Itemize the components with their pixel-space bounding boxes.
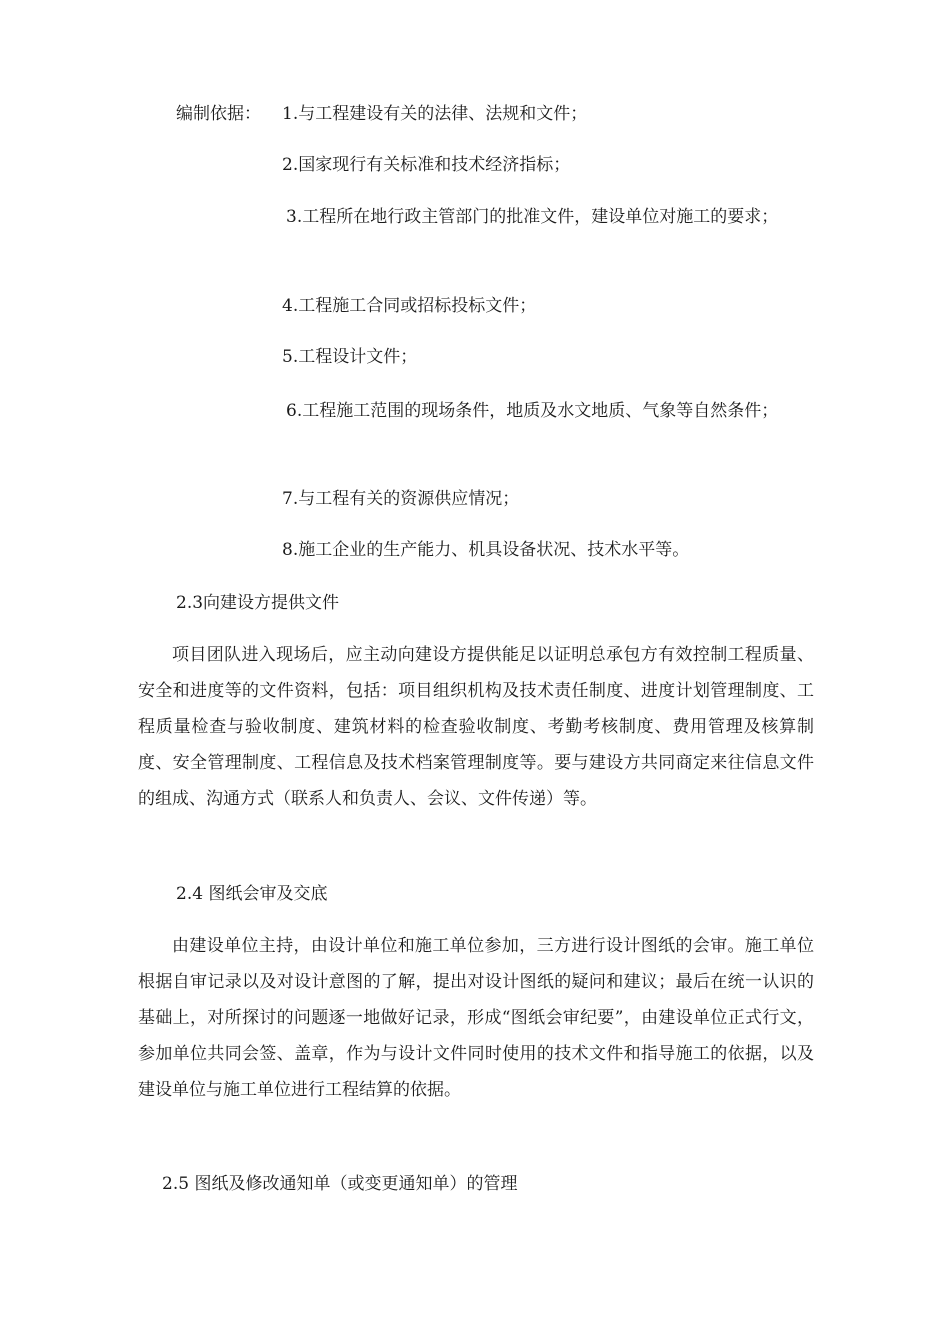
basis-item-4: 4.工程施工合同或招标投标文件；	[282, 296, 537, 316]
section-body-2-3: 项目团队进入现场后，应主动向建设方提供能足以证明总承包方有效控制工程质量、安全和进度等的文件资料，包括：项目组织机构及技术责任制度、进度计划管理制度、工程质量检查与验收制度、建筑材料的检查验收制度、考勤考核制度、费用管理及核算制度、安全管理制度、工程信息及技术档案管理制度等。要与建设方共同商定来往信息文件的组成、沟通方式（联系人和负责人、会议、文件传递）等。	[138, 645, 814, 809]
basis-item-3: 3.工程所在地行政主管部门的批准文件，建设单位对施工的要求；	[286, 207, 779, 227]
basis-item-1: 1.与工程建设有关的法律、法规和文件；	[282, 104, 588, 124]
basis-item-2: 2.国家现行有关标准和技术经济指标；	[282, 155, 571, 175]
basis-item-8: 8.施工企业的生产能力、机具设备状况、技术水平等。	[282, 540, 690, 560]
basis-item-6: 6.工程施工范围的现场条件，地质及水文地质、气象等自然条件；	[286, 401, 779, 421]
section-heading-2-5: 2.5 图纸及修改通知单（或变更通知单）的管理	[162, 1174, 518, 1194]
section-body-2-4: 由建设单位主持，由设计单位和施工单位参加，三方进行设计图纸的会审。施工单位根据自审记录以及对设计意图的了解，提出对设计图纸的疑问和建议；最后在统一认识的基础上，对所探讨的问题逐一地做好记录，形成“图纸会审纪要”，由建设单位正式行文，参加单位共同会签、盖章，作为与设计文件同时使用的技术文件和指导施工的依据，以及建设单位与施工单位进行工程结算的依据。	[138, 936, 814, 1100]
basis-item-5: 5.工程设计文件；	[282, 347, 418, 367]
section-heading-2-4: 2.4 图纸会审及交底	[176, 884, 328, 904]
basis-item-7: 7.与工程有关的资源供应情况；	[282, 489, 520, 509]
basis-label: 编制依据：	[176, 104, 261, 124]
section-heading-2-3: 2.3向建设方提供文件	[176, 593, 340, 613]
